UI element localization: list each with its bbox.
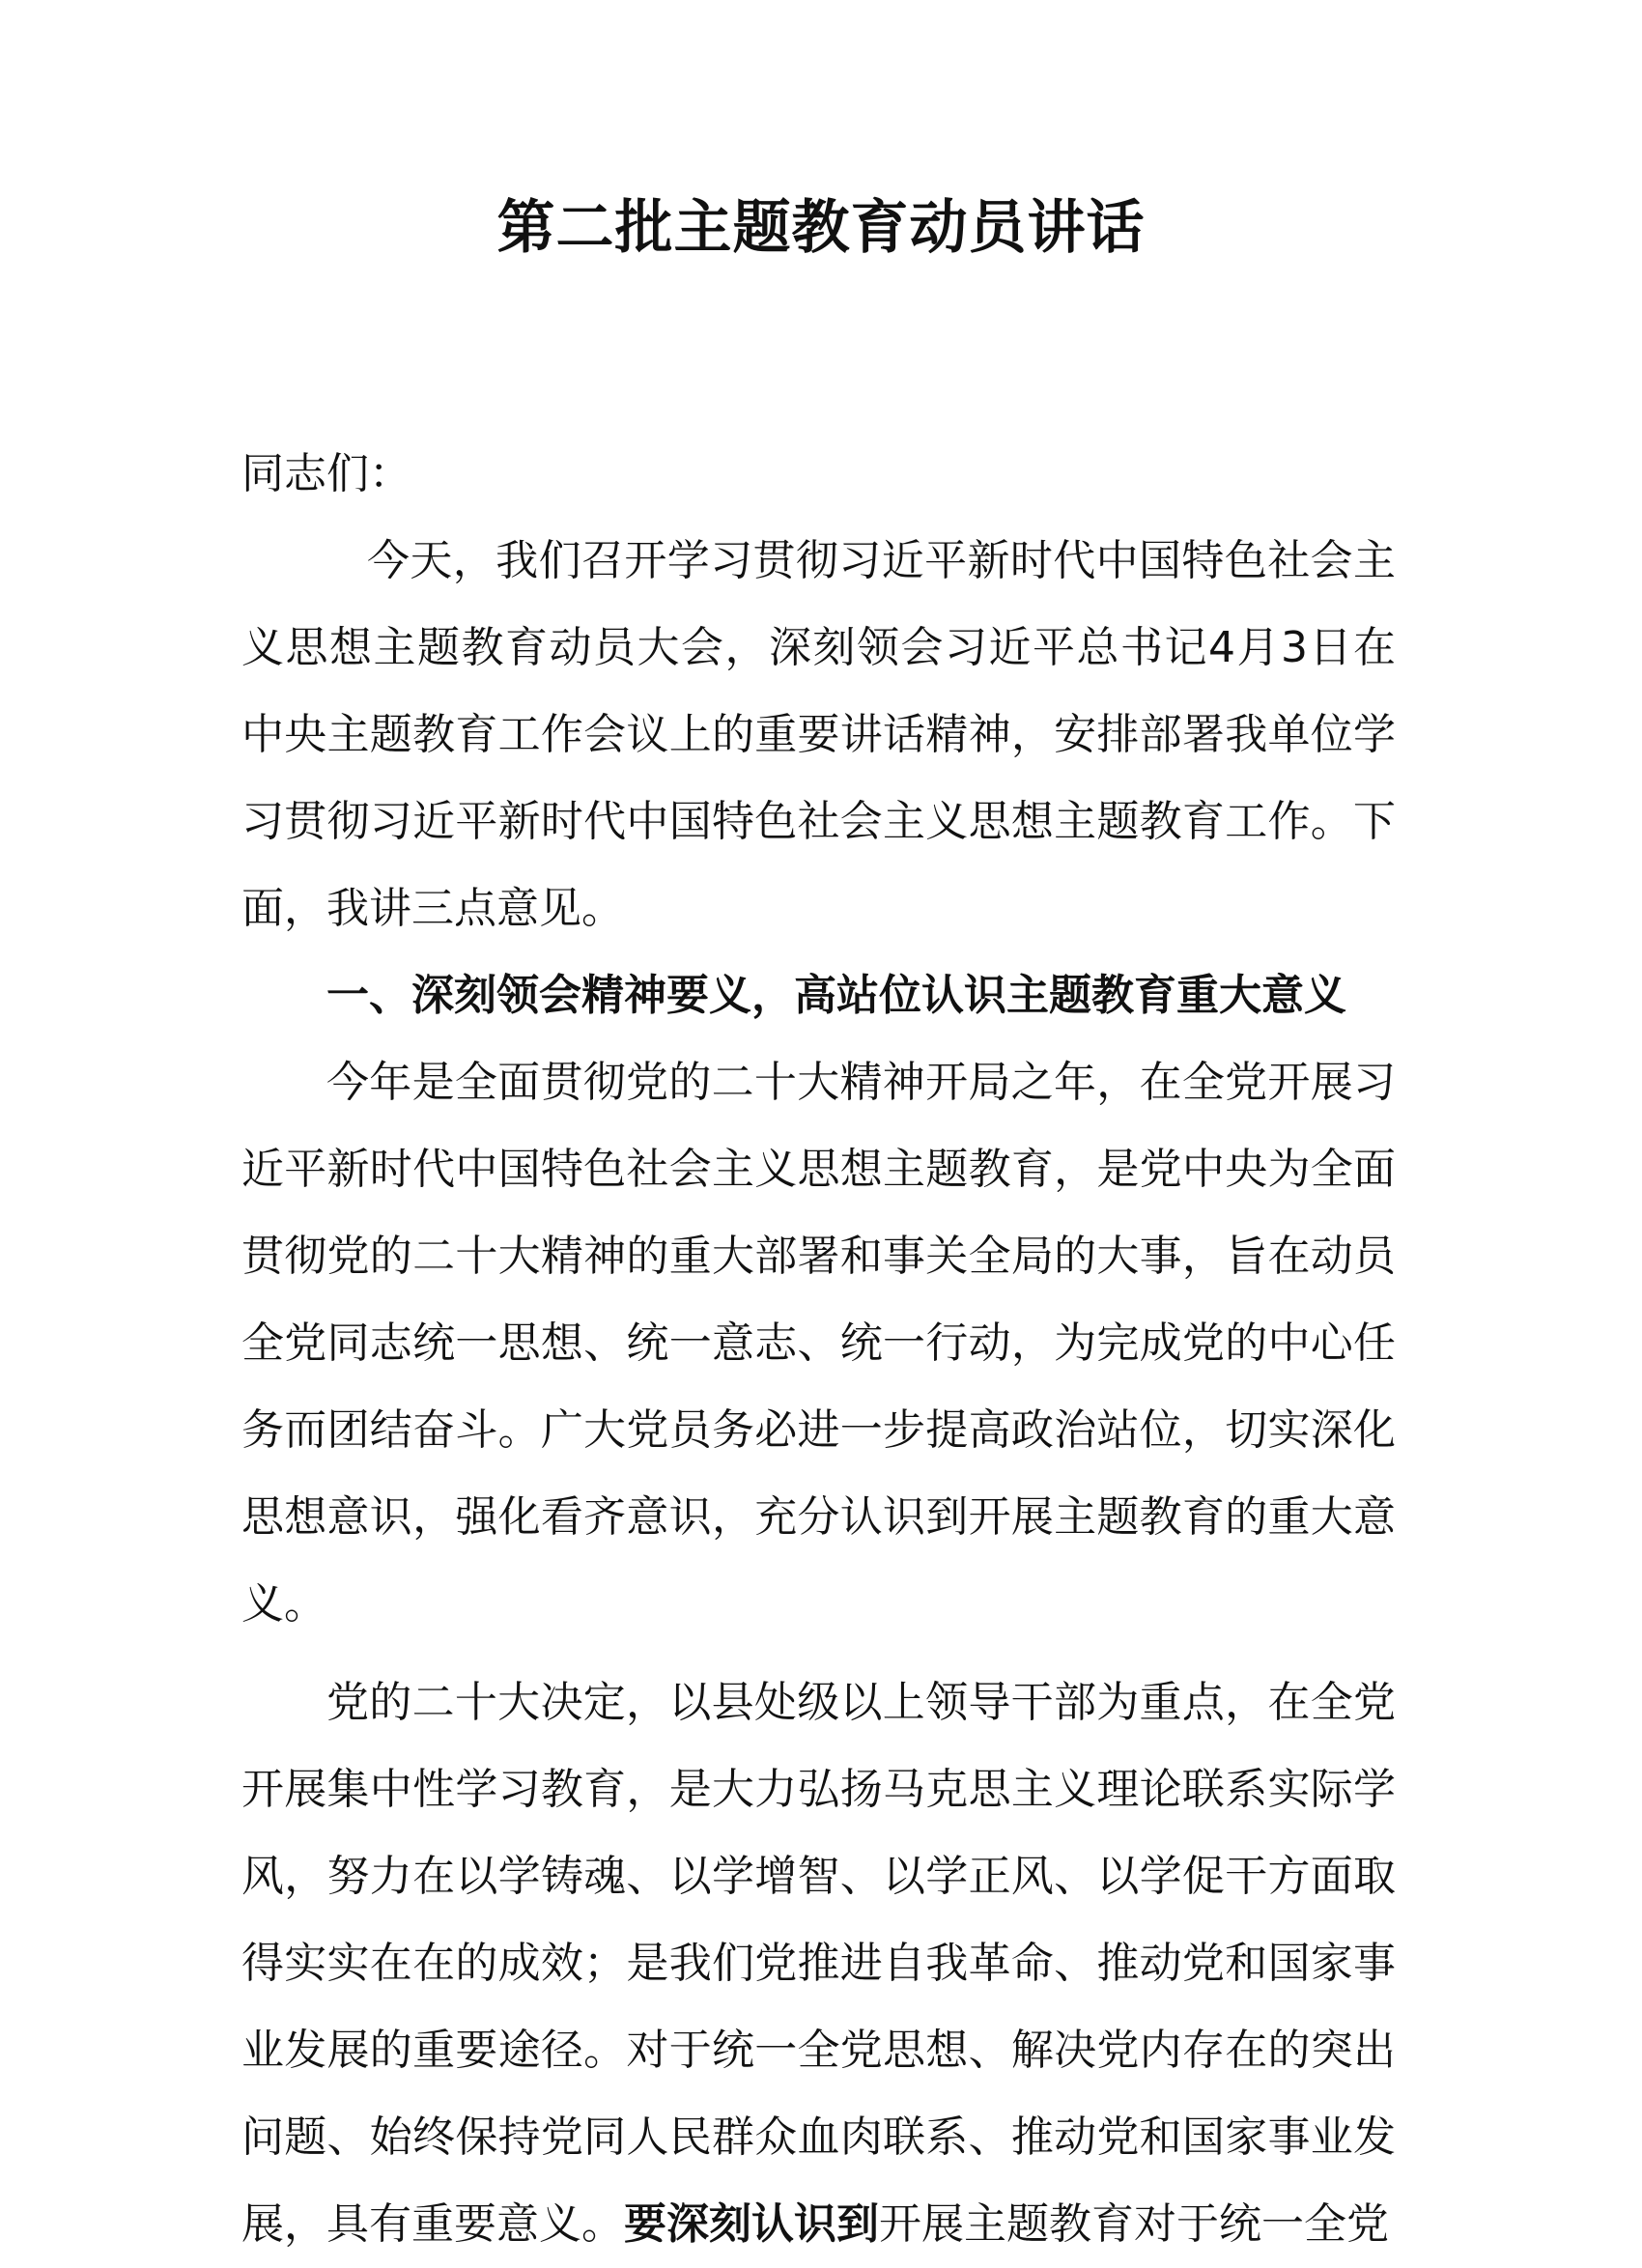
salutation: 同志们： — [241, 449, 411, 498]
document-body — [241, 431, 1396, 2268]
paragraph-1: 今年是全面贯彻党的二十大精神开局之年，在全党开展习近平新时代中国特色社会主义思想主题教育，是党中央为全面贯彻党的二十大精神的重大部署和事关全局的大事，旨在动员全党同志统一思想、统一意志、统一行动，为完成党的中心任务而团结奋斗。广大党员务必进一步提高政治站位，切实深化思想意识，强化看齐意识，充分认识到开展主题教育的重大意义。 — [241, 1058, 1396, 1629]
paragraph-2-tail: 开展主题教育对于统一全党 — [879, 2199, 1389, 2249]
paragraph-2-emphasis: 要深刻认识到 — [624, 2199, 879, 2249]
document-title: 第二批主题教育动员讲话 — [496, 194, 1146, 262]
paragraph-2-main: 党的二十大决定，以县处级以上领导干部为重点，在全党开展集中性学习教育，是大力弘扬马克思主义理论联系实际学风，努力在以学铸魂、以学增智、以学正风、以学促干方面取得实实在在的成效；是我们党推进自我革命、推动党和国家事业发展的重要途径。对于统一全党思想、解决党内存在的突出问题、始终保持党同人民群众血肉联系、推动党和国家事业发展，具有重要意义。 — [241, 1678, 1396, 2249]
paragraph-2 — [241, 1659, 1396, 2268]
section-heading-1: 一、深刻领会精神要义，高站位认识主题教育重大意义 — [326, 971, 1346, 1020]
intro-paragraph: 今天，我们召开学习贯彻习近平新时代中国特色社会主义思想主题教育动员大会，深刻领会习近平总书记4月3日在中央主题教育工作会议上的重要讲话精神，安排部署我单位学习贯彻习近平新时代中国特色社会主义思想主题教育工作。下面，我讲三点意见。 — [241, 536, 1396, 933]
